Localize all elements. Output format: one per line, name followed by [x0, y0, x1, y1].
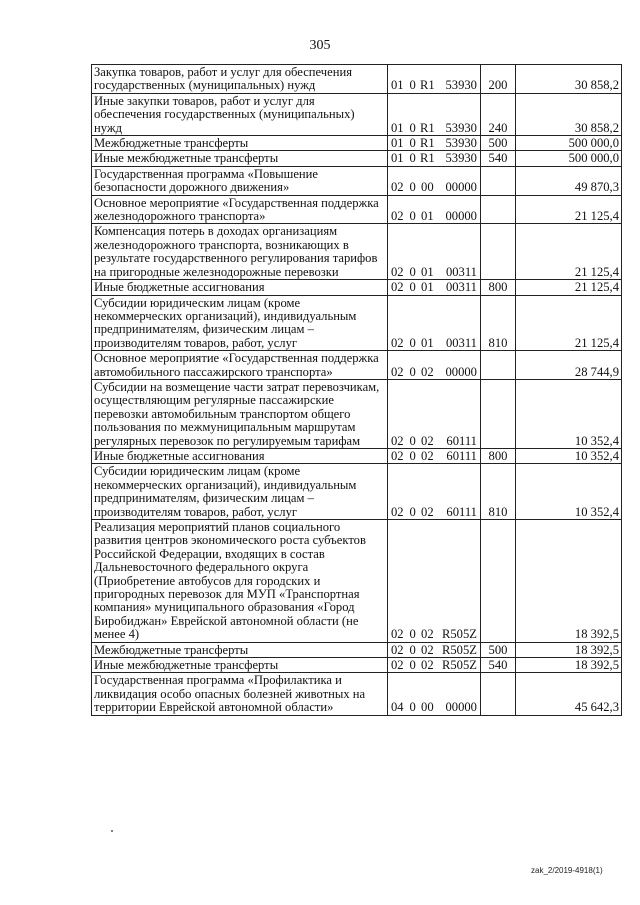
row-code-cell	[388, 136, 481, 151]
budget-code-part: 02	[421, 433, 434, 448]
table-row	[92, 195, 622, 224]
row-name-cell: Иные бюджетные ассигнования	[92, 448, 388, 463]
budget-code-part: 02	[391, 627, 404, 642]
row-name-cell: Субсидии на возмещение части затрат перевозчикам, осуществляющим регулярные пассажирские перевозки автомобильным транспортом общего пользования по межмуниципальным маршрутам регулярных перевозок по регулируемым тарифам	[92, 379, 388, 448]
table-row	[92, 520, 622, 643]
table-row	[92, 448, 622, 463]
budget-code	[390, 506, 478, 519]
row-amount-cell: 21 125,4	[516, 295, 622, 351]
budget-code-part: 02	[391, 433, 404, 448]
row-expense-type-cell: 240	[481, 93, 516, 135]
budget-code-part: R505Z	[441, 627, 477, 642]
table-row	[92, 151, 622, 166]
row-code-cell	[388, 658, 481, 673]
table-row	[92, 166, 622, 195]
budget-table-body	[92, 65, 622, 716]
row-code-cell	[388, 379, 481, 448]
row-code-cell	[388, 448, 481, 463]
budget-code-part: 0	[409, 136, 416, 151]
budget-code-part: 02	[421, 627, 434, 642]
budget-code-part: 0	[409, 280, 416, 295]
row-name-cell: Иные закупки товаров, работ и услуг для обеспечения государственных (муниципальных) нужд	[92, 93, 388, 135]
budget-code-part: 02	[421, 448, 434, 463]
row-code-cell	[388, 93, 481, 135]
budget-code-part: 53930	[445, 120, 477, 135]
budget-code-part: 02	[391, 642, 404, 657]
budget-code	[390, 628, 478, 641]
row-expense-type-cell: 540	[481, 658, 516, 673]
budget-code-part: R1	[419, 78, 435, 93]
budget-code-part: 01	[391, 151, 404, 166]
budget-code-part: 02	[391, 180, 404, 195]
row-name-cell: Межбюджетные трансферты	[92, 642, 388, 657]
budget-code-part: 0	[409, 335, 416, 350]
budget-code-part: 00000	[445, 209, 477, 224]
budget-code-part: 0	[409, 700, 416, 715]
budget-code-part: 0	[409, 448, 416, 463]
row-expense-type-cell	[481, 166, 516, 195]
budget-code-part: 00	[421, 700, 434, 715]
row-expense-type-cell: 800	[481, 280, 516, 295]
budget-code-part: 01	[391, 78, 404, 93]
row-name-cell: Основное мероприятие «Государственная поддержка автомобильного пассажирского транспорта»	[92, 351, 388, 380]
row-expense-type-cell: 500	[481, 642, 516, 657]
row-amount-cell: 500 000,0	[516, 136, 622, 151]
budget-code-part: R505Z	[441, 642, 477, 657]
budget-code-part: 02	[391, 364, 404, 379]
table-row	[92, 658, 622, 673]
row-amount-cell: 18 392,5	[516, 658, 622, 673]
row-expense-type-cell	[481, 379, 516, 448]
budget-code	[390, 366, 478, 379]
row-expense-type-cell: 810	[481, 295, 516, 351]
budget-code-part: 02	[391, 264, 404, 279]
row-amount-cell: 18 392,5	[516, 642, 622, 657]
scan-dot	[111, 830, 113, 832]
row-name-cell: Основное мероприятие «Государственная поддержка железнодорожного транспорта»	[92, 195, 388, 224]
row-name-cell: Субсидии юридическим лицам (кроме некоммерческих организаций), индивидуальным предпринимателям, физическим лицам – производителям товаров, работ, услуг	[92, 464, 388, 520]
row-name-cell: Реализация мероприятий планов социального развития центров экономического роста субъектов Российской Федерации, входящих в состав Дальневосточного федерального округа (Приобретение автобусов для городских и пригородных перевозок для МУП «Транспортная компания» муниципального образования «Город Биробиджан» Еврейской автономной области (не менее 4)	[92, 520, 388, 643]
row-expense-type-cell	[481, 673, 516, 715]
budget-code	[390, 337, 478, 350]
budget-code-part: 0	[409, 180, 416, 195]
budget-code-part: 0	[409, 504, 416, 519]
row-expense-type-cell	[481, 224, 516, 280]
row-amount-cell: 28 744,9	[516, 351, 622, 380]
row-name-cell: Межбюджетные трансферты	[92, 136, 388, 151]
budget-code	[390, 266, 478, 279]
budget-code	[390, 644, 478, 657]
row-amount-cell: 18 392,5	[516, 520, 622, 643]
row-expense-type-cell	[481, 520, 516, 643]
budget-code-part: 02	[391, 504, 404, 519]
row-code-cell	[388, 151, 481, 166]
budget-code-part: 60111	[446, 433, 477, 448]
budget-code-part: 00311	[445, 280, 477, 295]
budget-code-part: 01	[421, 335, 434, 350]
table-row	[92, 379, 622, 448]
budget-code	[390, 450, 478, 463]
table-row	[92, 93, 622, 135]
budget-code-part: 53930	[445, 78, 477, 93]
budget-code-part: 60111	[446, 448, 477, 463]
row-expense-type-cell: 200	[481, 65, 516, 94]
row-name-cell: Государственная программа «Профилактика и ликвидация особо опасных болезней животных на территории Еврейской автономной области»	[92, 673, 388, 715]
budget-code-part: R1	[419, 136, 435, 151]
row-name-cell: Иные бюджетные ассигнования	[92, 280, 388, 295]
budget-code	[390, 435, 478, 448]
row-amount-cell: 500 000,0	[516, 151, 622, 166]
budget-code-part: 53930	[445, 136, 477, 151]
row-code-cell	[388, 642, 481, 657]
row-amount-cell: 21 125,4	[516, 224, 622, 280]
budget-code-part: 00311	[445, 335, 477, 350]
budget-code-part: 0	[409, 264, 416, 279]
budget-code-part: 0	[409, 78, 416, 93]
table-row	[92, 642, 622, 657]
budget-code-part: 0	[409, 627, 416, 642]
table-row	[92, 673, 622, 715]
budget-code	[390, 281, 478, 294]
budget-code-part: 0	[409, 209, 416, 224]
budget-code	[390, 659, 478, 672]
row-expense-type-cell: 800	[481, 448, 516, 463]
budget-code	[390, 210, 478, 223]
row-name-cell: Иные межбюджетные трансферты	[92, 658, 388, 673]
row-code-cell	[388, 464, 481, 520]
budget-code-part: 02	[391, 448, 404, 463]
budget-code-part: 0	[409, 658, 416, 673]
table-row	[92, 295, 622, 351]
row-name-cell: Государственная программа «Повышение безопасности дорожного движения»	[92, 166, 388, 195]
table-row	[92, 280, 622, 295]
row-code-cell	[388, 195, 481, 224]
budget-code-part: 02	[391, 209, 404, 224]
budget-code-part: 00311	[445, 264, 477, 279]
row-code-cell	[388, 280, 481, 295]
budget-code	[390, 122, 478, 135]
budget-code-part: 02	[421, 658, 434, 673]
budget-code-part: R1	[419, 120, 435, 135]
row-amount-cell: 45 642,3	[516, 673, 622, 715]
budget-code-part: 60111	[446, 504, 477, 519]
budget-code-part: 02	[421, 504, 434, 519]
budget-code-part: 01	[391, 120, 404, 135]
budget-code-part: 0	[409, 433, 416, 448]
budget-code-part: 01	[391, 136, 404, 151]
row-code-cell	[388, 166, 481, 195]
row-expense-type-cell	[481, 195, 516, 224]
budget-code-part: 02	[391, 280, 404, 295]
table-row	[92, 136, 622, 151]
row-expense-type-cell: 500	[481, 136, 516, 151]
budget-code-part: 02	[421, 642, 434, 657]
budget-code-part: R1	[419, 151, 435, 166]
row-amount-cell: 10 352,4	[516, 464, 622, 520]
budget-code-part: 02	[421, 364, 434, 379]
budget-code-part: R505Z	[441, 658, 477, 673]
budget-code-part: 0	[409, 364, 416, 379]
row-code-cell	[388, 65, 481, 94]
budget-code	[390, 701, 478, 714]
budget-code-part: 0	[409, 151, 416, 166]
row-amount-cell: 30 858,2	[516, 65, 622, 94]
budget-code-part: 02	[391, 658, 404, 673]
budget-code-part: 02	[391, 335, 404, 350]
row-name-cell: Субсидии юридическим лицам (кроме некоммерческих организаций), индивидуальным предпринимателям, физическим лицам – производителям товаров, работ, услуг	[92, 295, 388, 351]
row-amount-cell: 21 125,4	[516, 195, 622, 224]
row-expense-type-cell	[481, 351, 516, 380]
row-amount-cell: 21 125,4	[516, 280, 622, 295]
budget-code-part: 01	[421, 280, 434, 295]
row-code-cell	[388, 520, 481, 643]
budget-code	[390, 137, 478, 150]
footer-document-mark: zak_2/2019-4918(1)	[531, 866, 603, 875]
row-name-cell: Закупка товаров, работ и услуг для обеспечения государственных (муниципальных) нужд	[92, 65, 388, 94]
row-amount-cell: 10 352,4	[516, 379, 622, 448]
budget-code-part: 00	[421, 180, 434, 195]
row-amount-cell: 30 858,2	[516, 93, 622, 135]
budget-code	[390, 152, 478, 165]
page-number: 305	[309, 38, 331, 53]
budget-code-part: 00000	[445, 700, 477, 715]
table-row	[92, 351, 622, 380]
budget-code-part: 0	[409, 120, 416, 135]
row-code-cell	[388, 351, 481, 380]
row-amount-cell: 49 870,3	[516, 166, 622, 195]
budget-code	[390, 181, 478, 194]
row-code-cell	[388, 673, 481, 715]
row-expense-type-cell: 810	[481, 464, 516, 520]
table-row	[92, 224, 622, 280]
budget-code-part: 0	[409, 642, 416, 657]
budget-code-part: 01	[421, 209, 434, 224]
row-code-cell	[388, 224, 481, 280]
budget-code-part: 04	[391, 700, 404, 715]
row-name-cell: Компенсация потерь в доходах организациям железнодорожного транспорта, возникающих в результате государственного регулирования тарифов на пригородные железнодорожные перевозки	[92, 224, 388, 280]
table-row	[92, 65, 622, 94]
row-amount-cell: 10 352,4	[516, 448, 622, 463]
row-name-cell: Иные межбюджетные трансферты	[92, 151, 388, 166]
budget-code-part: 01	[421, 264, 434, 279]
table-row	[92, 464, 622, 520]
row-code-cell	[388, 295, 481, 351]
budget-table	[91, 64, 622, 716]
row-expense-type-cell: 540	[481, 151, 516, 166]
budget-code-part: 53930	[445, 151, 477, 166]
budget-code-part: 00000	[445, 180, 477, 195]
budget-code-part: 00000	[445, 364, 477, 379]
budget-code	[390, 79, 478, 92]
